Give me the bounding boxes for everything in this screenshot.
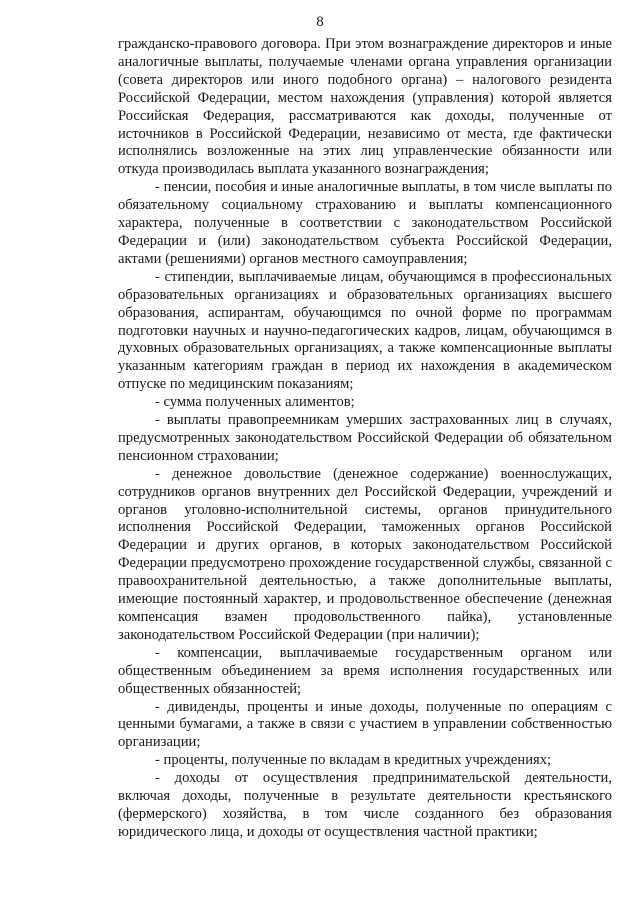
paragraph-scholarships: - стипендии, выплачиваемые лицам, обучающимся в профессиональных образовательных организациях и образовательных организациях высшего образования, аспирантам, обучающимся по очной форме по программам подготовки научных и научно-педагогических кадров, лицам, обучающимся в духовных образовательных организациях, а также компенсационные выплаты указанным категориям граждан в период их нахождения в академическом отпуске по медицинским показаниям; [118,268,612,393]
paragraph-alimony: - сумма полученных алиментов; [155,394,355,411]
document-body [118,36,612,842]
page-number: 8 [316,14,324,30]
paragraph-successor-payments: - выплаты правопреемникам умерших застрахованных лиц в случаях, предусмотренных законодательством Российской Федерации об обязательном пенсионном страховании; [118,412,612,464]
paragraph-dividends: - дивиденды, проценты и иные доходы, полученные по операциям с ценными бумагами, а также в связи с участием в управлении собственностью организации; [118,698,612,751]
paragraph-business-income: - доходы от осуществления предпринимательской деятельности, включая доходы, полученные в результате деятельности крестьянского (фермерского) хозяйства, в том числе созданного без образования юридического лица, и доходы от осуществления частной практики; [118,770,612,840]
paragraph-deposit-interest: - проценты, полученные по вкладам в кредитных учреждениях; [155,752,552,769]
paragraph-pensions-benefits: - пенсии, пособия и иные аналогичные выплаты, в том числе выплаты по обязательному социальному страхованию и выплаты компенсационного характера, полученные в соответствии с законодательством Российской Федерации и (или) законодательством субъекта Российской Федерации, актами (решениями) органов местного самоуправления; [118,179,612,267]
paragraph-military-allowance: - денежное довольствие (денежное содержание) военнослужащих, сотрудников органов внутренних дел Российской Федерации, учреждений и органов уголовно-исполнительной системы, органов принудительного исполнения Российской Федерации, таможенных органов Российской Федерации и других органов, в которых законодательством Российской Федерации предусмотрено прохождение государственной службы, связанной с правоохранительной деятельностью, а также дополнительные выплаты, имеющие постоянный характер, и продовольственное обеспечение (денежная компенсация взамен продовольственного пайка), установленные законодательством Российской Федерации (при наличии); [118,465,612,643]
paragraph-director-remuneration: гражданско-правового договора. При этом вознаграждение директоров и иные аналогичные выплаты, получаемые членами органа управления организации (совета директоров или иного подобного органа) – налогового резидента Российской Федерации, местом нахождения (управления) которой является Российская Федерация, рассматриваются как доходы, полученные от источников в Российской Федерации, независимо от места, где фактически исполнялись возложенные на этих лиц управленческие обязанности или откуда производилась выплата указанного вознаграждения; [118,36,612,178]
paragraph-compensations: - компенсации, выплачиваемые государственным органом или общественным объединением за время исполнения государственных или общественных обязанностей; [118,644,612,697]
